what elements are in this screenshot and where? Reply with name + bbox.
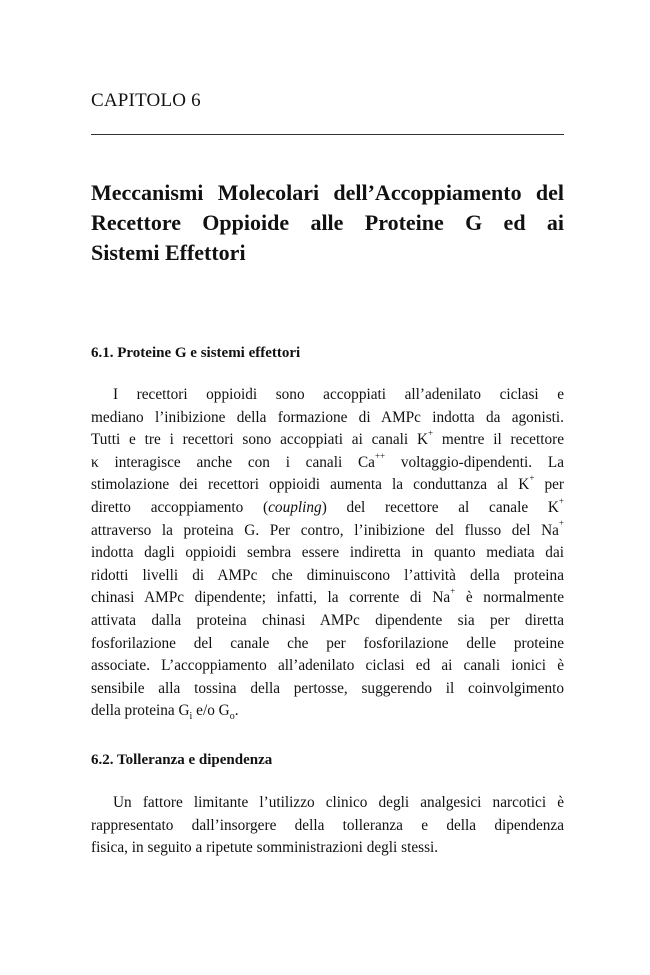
chapter-title-line: Recettore Oppioide alle Proteine G ed ai [91,210,564,235]
text-fragment: mentre il recettore [433,431,564,449]
text-fragment: per [534,476,565,494]
italic-term: coupling [268,498,322,516]
text-line: indotta dagli oppioidi sembra essere indiretta in quanto mediata dai [91,544,564,562]
text-line: fosforilazione del canale che per fosforilazione delle proteine [91,634,564,652]
text-line: associate. L’accoppiamento all’adenilato ciclasi ed ai canali ionici è [91,657,564,675]
text-fragment: κ interagisce anche con i canali Ca [91,453,375,471]
superscript: + [558,518,564,529]
chapter-title [91,178,564,268]
chapter-title-line: Sistemi Effettori [91,240,246,265]
text-fragment: ) del recettore al canale K [321,498,559,516]
chapter-divider [91,134,564,135]
chapter-label: CAPITOLO 6 [91,90,201,111]
text-fragment: è normalmente [455,589,564,607]
text-fragment: Tutti e tre i recettori sono accoppiati ai canali K [91,431,429,449]
text-fragment: e/o G [192,702,230,720]
text-fragment: chinasi AMPc dipendente; infatti, la corrente di Na [91,589,451,607]
text-fragment: voltaggio-dipendenti. La [385,453,564,471]
superscript: + [529,473,535,484]
text-line: I recettori oppioidi sono accoppiati all’adenilato ciclasi e [113,386,564,403]
chapter-title-line: Meccanismi Molecolari dell’Accoppiamento del [91,180,564,205]
subscript: i [189,711,193,723]
text-line [91,474,564,497]
section-6-2-paragraph [91,792,564,860]
text-line: sensibile alla tossina della pertosse, suggerendo il coinvolgimento [91,679,564,697]
superscript: + [428,428,434,439]
text-line [91,520,564,543]
text-fragment: diretto accoppiamento ( [91,498,269,516]
text-line: mediano l’inibizione della formazione di AMPc indotta da agonisti. [91,408,564,426]
text-line [91,497,564,520]
superscript: ++ [374,450,386,461]
text-fragment: . [234,702,239,720]
text-line [91,587,564,610]
subscript: o [229,711,235,723]
text-fragment: stimolazione dei recettori oppioidi aumenta la conduttanza al K [91,476,530,494]
text-line: rappresentato dall’insorgere della tolleranza e della dipendenza [91,816,564,834]
section-6-1-paragraph [91,384,564,723]
text-line [91,429,564,452]
text-fragment: attraverso la proteina G. Per contro, l’inibizione del flusso del Na [91,521,559,539]
superscript: + [558,495,564,506]
superscript: + [450,586,456,597]
text-line: Un fattore limitante l’utilizzo clinico degli analgesici narcotici è [113,794,564,811]
text-line: fisica, in seguito a ripetute somministrazioni degli stessi. [91,839,439,857]
text-line [91,452,564,475]
text-fragment: della proteina G [91,702,190,720]
section-heading-6-1: 6.1. Proteine G e sistemi effettori [91,345,301,361]
section-heading-6-2: 6.2. Tolleranza e dipendenza [91,752,273,768]
text-line: ridotti livelli di AMPc che diminuiscono l’attività della proteina [91,566,564,584]
text-line [91,700,564,723]
text-line: attivata dalla proteina chinasi AMPc dipendente sia per diretta [91,611,564,629]
